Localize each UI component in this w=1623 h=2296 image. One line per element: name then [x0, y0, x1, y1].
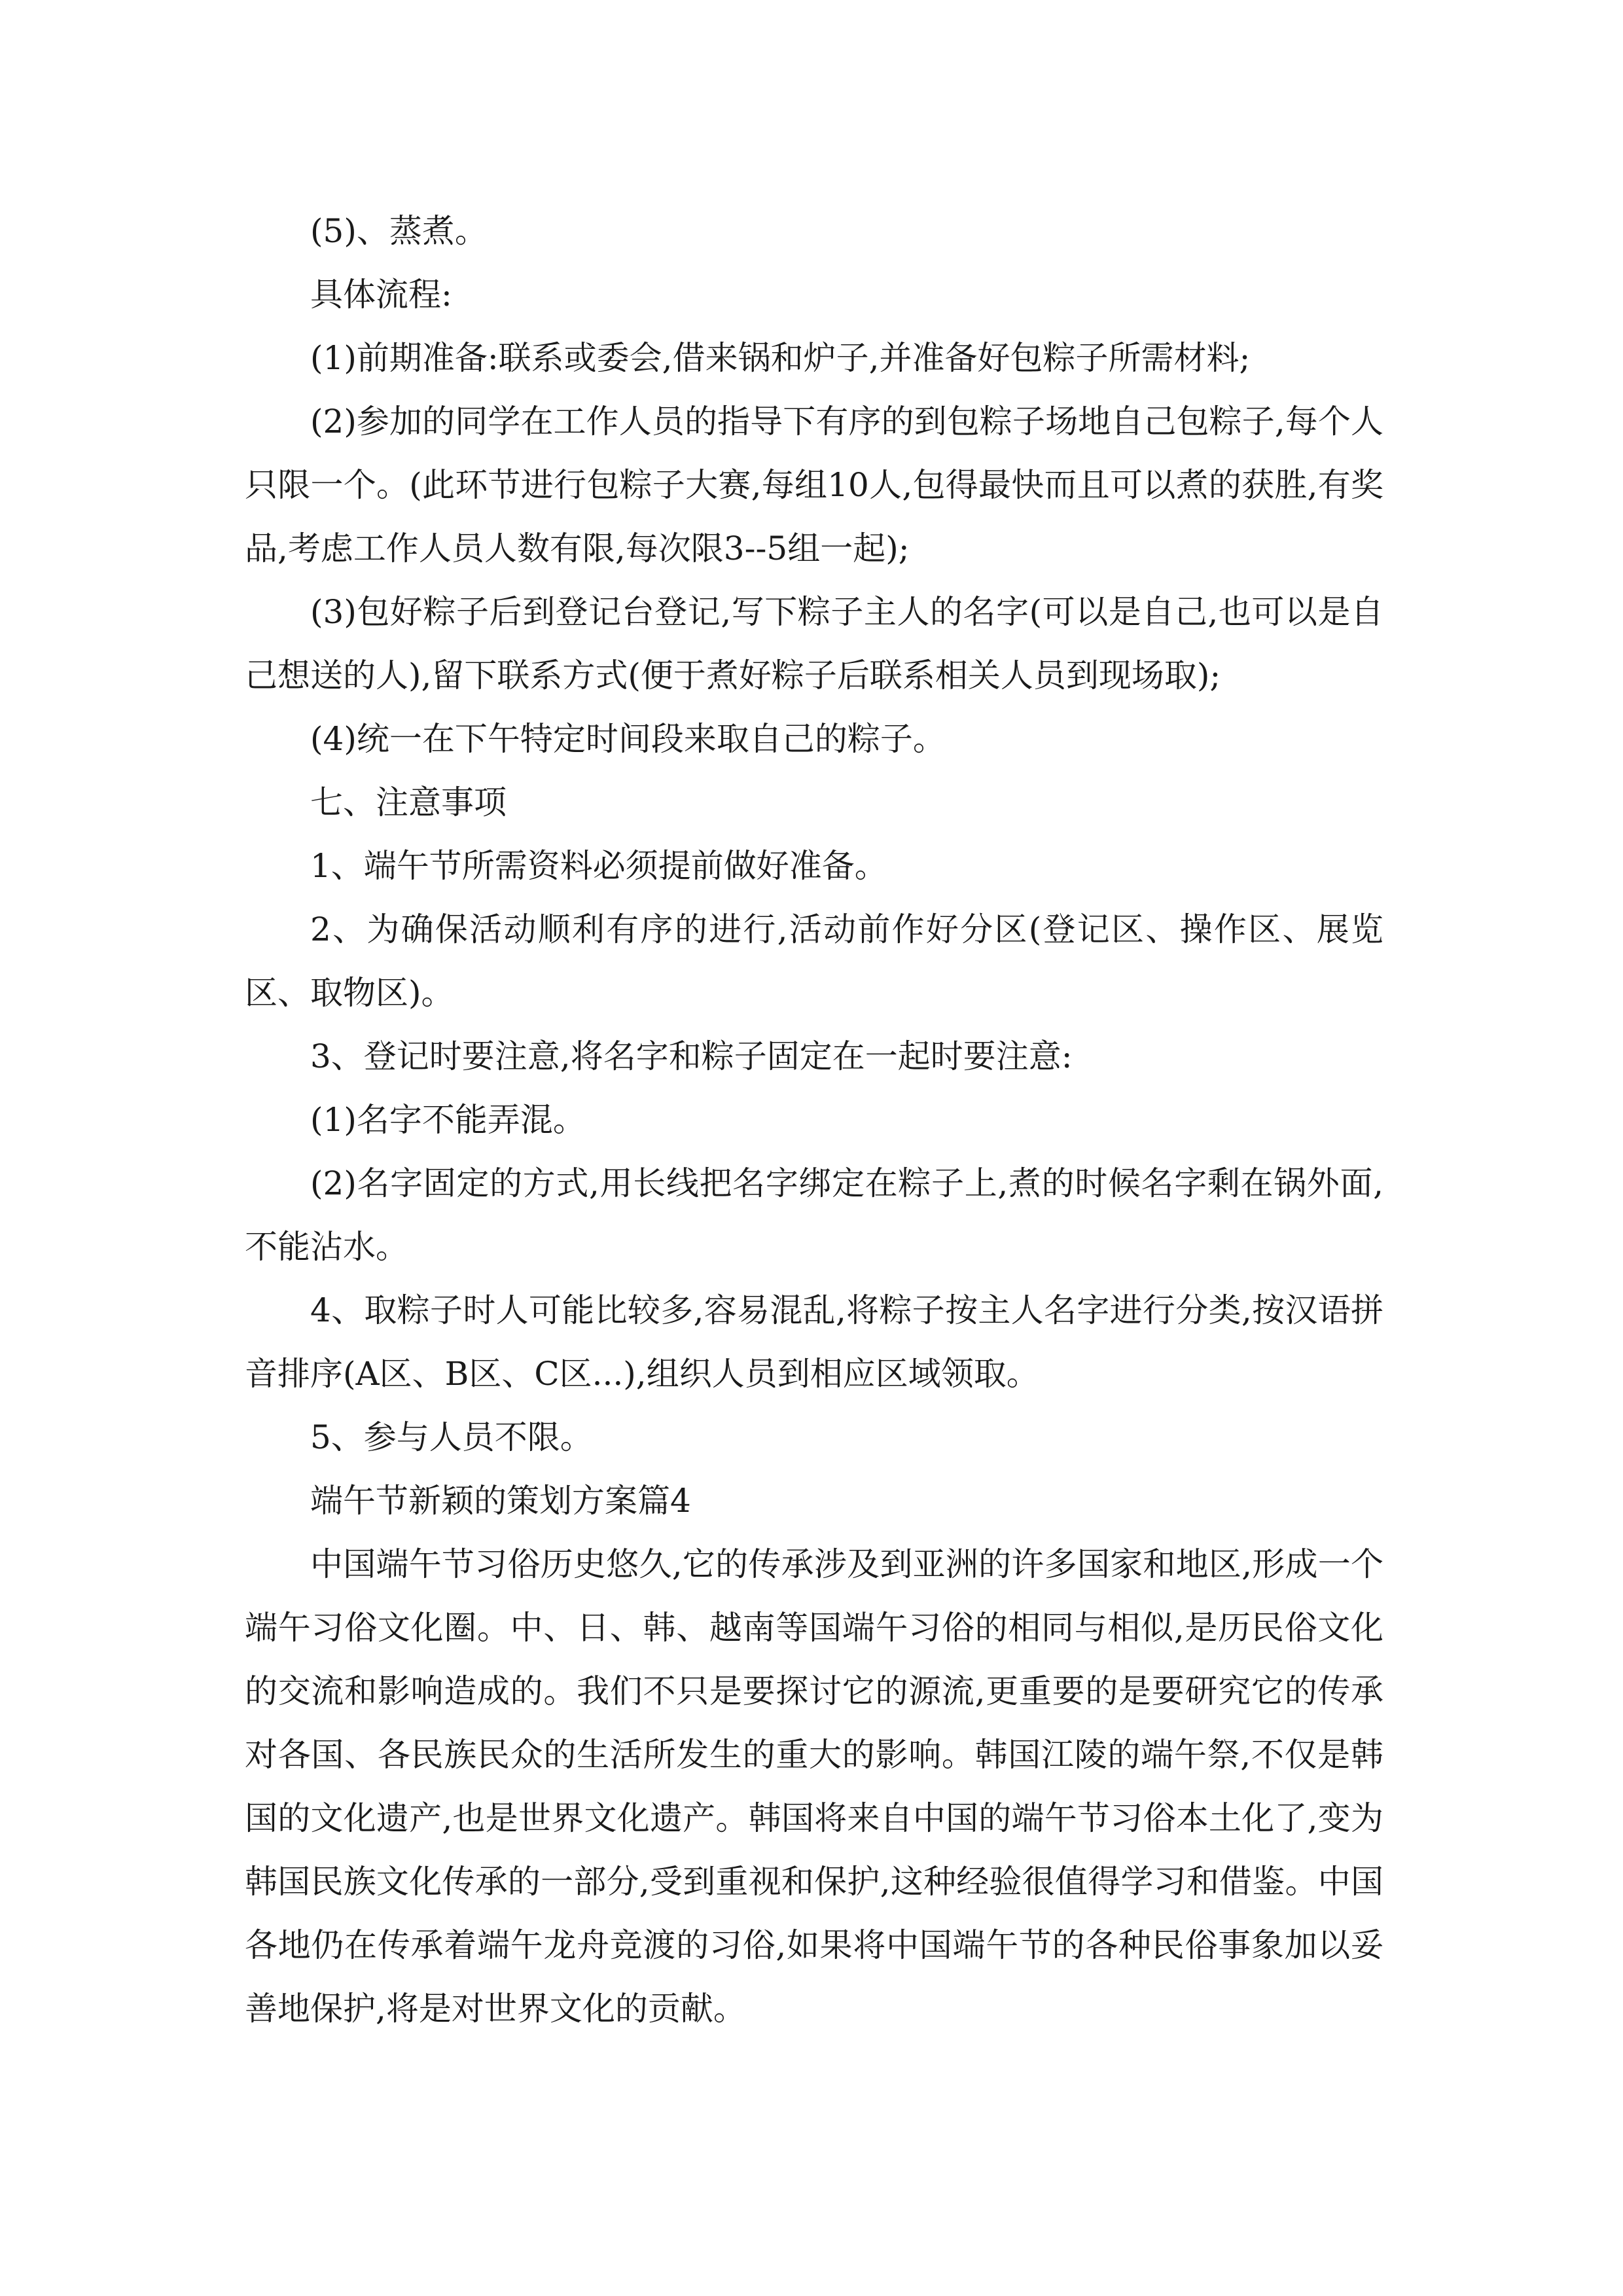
section-heading-notes: 七、注意事项	[310, 783, 507, 821]
document-body	[245, 200, 1383, 2041]
paragraph-step-5-steaming: (5)、蒸煮。	[310, 212, 488, 250]
paragraph-note-5: 5、参与人员不限。	[310, 1418, 593, 1456]
paragraph-plan-4-body: 中国端午节习俗历史悠久,它的传承涉及到亚洲的许多国家和地区,形成一个端午习俗文化圈。中、日、韩、越南等国端午习俗的相同与相似,是历民俗文化的交流和影响造成的。我们不只是要探讨它的源流,更重要的是要研究它的传承对各国、各民族民众的生活所发生的重大的影响。韩国江陵的端午祭,不仅是韩国的文化遗产,也是世界文化遗产。韩国将来自中国的端午节习俗本土化了,变为韩国民族文化传承的一部分,受到重视和保护,这种经验很值得学习和借鉴。中国各地仍在传承着端午龙舟竞渡的习俗,如果将中国端午节的各种民俗事象加以妥善地保护,将是对世界文化的贡献。	[245, 1545, 1383, 2028]
paragraph-process-3: (3)包好粽子后到登记台登记,写下粽子主人的名字(可以是自己,也可以是自己想送的人),留下联系方式(便于煮好粽子后联系相关人员到现场取);	[245, 593, 1383, 694]
paragraph-note-4: 4、取粽子时人可能比较多,容易混乱,将粽子按主人名字进行分类,按汉语拼音排序(A区、B区、C区...),组织人员到相应区域领取。	[245, 1291, 1383, 1393]
paragraph-note-3-item-2: (2)名字固定的方式,用长线把名字绑定在粽子上,煮的时候名字剩在锅外面,不能沾水。	[245, 1164, 1383, 1266]
section-heading-plan-4: 端午节新颖的策划方案篇4	[310, 1482, 691, 1520]
paragraph-note-3-item-1: (1)名字不能弄混。	[310, 1101, 586, 1139]
paragraph-note-2: 2、为确保活动顺利有序的进行,活动前作好分区(登记区、操作区、展览区、取物区)。	[245, 910, 1383, 1012]
paragraph-process-heading: 具体流程:	[310, 276, 452, 314]
paragraph-note-1: 1、端午节所需资料必须提前做好准备。	[310, 847, 887, 885]
paragraph-note-3: 3、登记时要注意,将名字和粽子固定在一起时要注意:	[310, 1037, 1073, 1075]
paragraph-process-4: (4)统一在下午特定时间段来取自己的粽子。	[310, 720, 946, 758]
paragraph-process-2: (2)参加的同学在工作人员的指导下有序的到包粽子场地自己包粽子,每个人只限一个。(此环节进行包粽子大赛,每组10人,包得最快而且可以煮的获胜,有奖品,考虑工作人员人数有限,每次限3--5组一起);	[245, 403, 1383, 567]
paragraph-process-1: (1)前期准备:联系或委会,借来锅和炉子,并准备好包粽子所需材料;	[310, 339, 1251, 377]
